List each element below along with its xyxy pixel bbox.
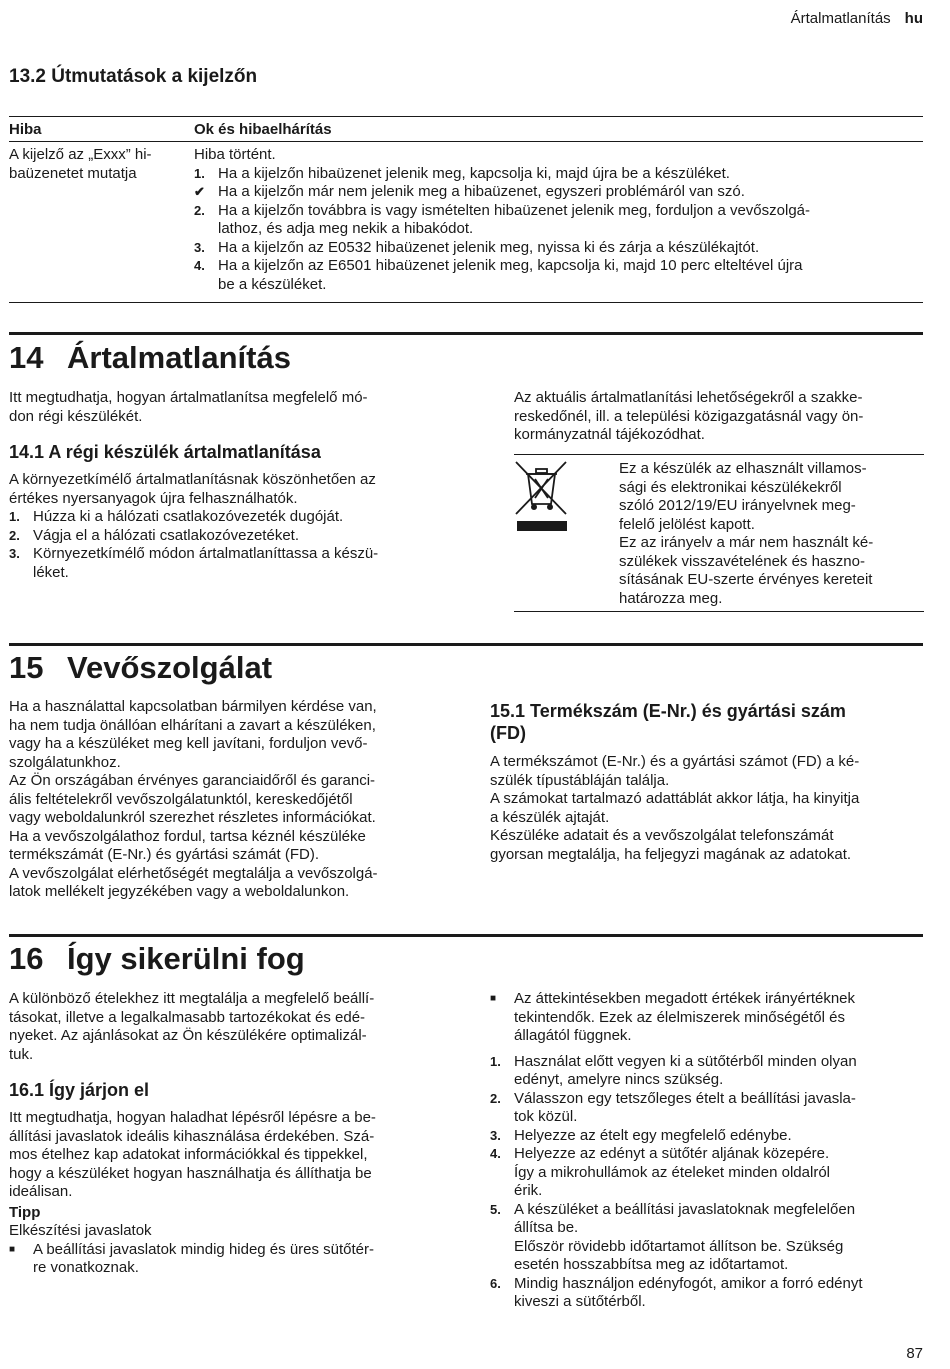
ch16-sub-intro (9, 1109, 449, 1202)
list-item-line: léket. (33, 563, 69, 581)
table-header-error: Hiba (9, 121, 42, 138)
chapter-title-text: Vevőszolgálat (67, 650, 273, 685)
text-line: nyeket. Az ajánlásokat az Ön készülékére optimalizál- (9, 1027, 367, 1044)
text-line: termékszámát (E-Nr.) és gyártási számát (FD). (9, 846, 320, 863)
list-item-line: edényt, amelyre nincs szükség. (514, 1071, 724, 1088)
sub-title-line: (FD) (490, 723, 526, 743)
crossed-out-wheelie-bin-icon (514, 458, 569, 538)
list-item (490, 990, 930, 1046)
list-item-line: tok közül. (514, 1108, 578, 1125)
list-marker: 1. (194, 165, 205, 181)
ch14-sub-intro (9, 471, 449, 508)
list-item-line: re vonatkoznak. (33, 1259, 139, 1276)
chapter-16-title (9, 941, 305, 977)
list-item (9, 527, 449, 546)
list-marker: 4. (490, 1146, 501, 1161)
sub-15-1-title (490, 700, 930, 744)
text-line: állítási javaslatok ideális kihasználása érdekében. Szá- (9, 1127, 375, 1145)
list-item-line: Az áttekintésekben megadott értékek irányértéknek (514, 990, 856, 1007)
ch16-intro (9, 990, 449, 1064)
list-item-line: Ha a kijelzőn az E6501 hibaüzenet jelenik meg, kapcsolja ki, majd 10 perc elteltével újra (218, 257, 803, 274)
page-number: 87 (906, 1344, 923, 1362)
list-item (9, 1241, 449, 1278)
chapter-title-text: Ártalmatlanítás (67, 340, 291, 375)
list-item-line: esetén hosszabbítsa meg az időtartamot. (514, 1256, 789, 1273)
list-marker: 2. (194, 202, 205, 218)
error-line: baüzenetet mutatja (9, 164, 137, 182)
list-item-line: Ha a kijelzőn az E0532 hibaüzenet jelenik meg, nyissa ki és zárja a készülékajtót. (218, 238, 760, 256)
chapter-number: 16 (9, 941, 44, 976)
ch15-right-column (490, 700, 930, 864)
list-item (490, 1201, 930, 1275)
chapter-number: 14 (9, 340, 44, 375)
text-line: A számokat tartalmazó adattáblát akkor látja, ha kinyitja (490, 790, 860, 807)
list-marker: ✔ (194, 184, 205, 199)
list-marker: 3. (9, 546, 20, 561)
cause-cell (194, 146, 924, 294)
list-marker: 1. (9, 509, 20, 524)
list-marker: ■ (490, 993, 497, 1004)
list-item-line: A készüléket a beállítási javaslatoknak megfelelően (514, 1200, 856, 1218)
tip-title: Tipp (9, 1203, 41, 1221)
list-item-line: kiveszi a sütőtérből. (514, 1293, 646, 1310)
list-item-line: Használat előtt vegyen ki a sütőtérből minden olyan (514, 1052, 857, 1070)
list-item (194, 202, 924, 239)
text-line: kormányzatnál tájékozódhat. (514, 426, 705, 443)
text-line: sításának EU-szerte érvényes kereteit (619, 571, 873, 588)
weee-box-top-rule (514, 454, 924, 455)
list-item-line: A beállítási javaslatok mindig hideg és üres sütőtér- (33, 1240, 375, 1258)
list-marker: 3. (490, 1127, 501, 1143)
text-line: A különböző ételekhez itt megtalálja a megfelelő beállí- (9, 990, 375, 1007)
text-line: a készülék ajtaját. (490, 808, 610, 826)
text-line: Ez az irányelv a már nem használt ké- (619, 534, 874, 551)
tip-subtitle: Elkészítési javaslatok (9, 1222, 152, 1239)
list-item (490, 1145, 930, 1201)
list-item (9, 508, 449, 527)
text-line: latok mellékelt jegyzékében vagy a weboldalunkon. (9, 883, 350, 900)
text-line: tuk. (9, 1045, 34, 1063)
weee-box-bottom-rule (514, 611, 924, 612)
list-item-line: Húzza ki a hálózati csatlakozóvezeték dugóját. (33, 508, 344, 525)
error-cell (9, 146, 189, 183)
chapter-16-rule (9, 934, 923, 937)
text-line: Az aktuális ártalmatlanítási lehetőségekről a szakke- (514, 389, 863, 406)
text-line: A vevőszolgálat elérhetőségét megtalálja a vevőszolgá- (9, 864, 378, 882)
text-line: szolgálatunkhoz. (9, 753, 121, 771)
table-top-rule (9, 116, 923, 117)
ch16-right-steps (490, 1053, 930, 1312)
list-item (9, 545, 449, 582)
list-item-line: Ha a kijelzőn már nem jelenik meg a hibaüzenet, egyszeri problémáról van szó. (218, 183, 745, 200)
text-line: Ez a készülék az elhasznált villamos- (619, 460, 867, 477)
text-line: szóló 2012/19/EU irányelvnek meg- (619, 497, 856, 514)
list-item (194, 239, 924, 258)
sub-14-1-title: 14.1 A régi készülék ártalmatlanítása (9, 442, 321, 462)
list-marker: 2. (9, 527, 20, 543)
cause-steps (194, 165, 924, 295)
list-marker: 4. (194, 258, 205, 273)
list-item (194, 165, 924, 184)
list-item-line: állítsa be. (514, 1219, 579, 1236)
list-item-line: Ha a kijelzőn hibaüzenet jelenik meg, kapcsolja ki, majd újra be a készüléket. (218, 164, 730, 182)
list-item (194, 257, 924, 294)
text-line: ha nem tudja önállóan elhárítani a zavart a készüléken, (9, 716, 376, 734)
list-item-line: lathoz, és adja meg nekik a hibakódot. (218, 220, 474, 237)
ch16-right-bullets (490, 990, 930, 1046)
list-marker: ■ (9, 1243, 16, 1255)
text-line: vagy weboldalunkról szerezhet részletes információkat. (9, 809, 376, 826)
list-marker: 5. (490, 1201, 501, 1217)
text-line: gyorsan megtalálja, ha feljegyzi magának az adatokat. (490, 845, 852, 863)
ch14-intro (9, 389, 449, 426)
table-header-rule (9, 141, 923, 142)
list-item-line: Mindig használjon edényfogót, amikor a forró edényt (514, 1274, 863, 1292)
tip-bullets (9, 1241, 449, 1278)
text-line: felelő jelölést kapott. (619, 515, 755, 533)
text-line: határozza meg. (619, 589, 723, 607)
text-line: vagy ha a készüléket meg kell javítani, forduljon vevő- (9, 735, 368, 752)
text-line: Itt megtudhatja, hogyan haladhat lépésről lépésre a be- (9, 1109, 376, 1126)
list-marker: 3. (194, 239, 205, 255)
weee-text (619, 460, 924, 608)
ch14-right-intro (514, 389, 924, 445)
list-item (194, 183, 924, 202)
list-item (490, 1090, 930, 1127)
text-line: sági és elektronikai készülékekről (619, 478, 842, 496)
list-item-line: Válasszon egy tetszőleges ételt a beállítási javasla- (514, 1089, 856, 1107)
list-item-line: Így a mikrohullámok az ételeket minden oldalról (514, 1163, 830, 1181)
cause-intro: Hiba történt. (194, 146, 276, 163)
text-line: A termékszámot (E-Nr.) és a gyártási számot (FD) a ké- (490, 753, 860, 770)
ch14-steps (9, 508, 449, 582)
chapter-15-rule (9, 643, 923, 646)
text-line: Ha a használattal kapcsolatban bármilyen kérdése van, (9, 698, 377, 715)
chapter-15-title (9, 650, 272, 686)
text-line: értékes nyersanyagok újra felhasználhatók. (9, 489, 298, 507)
list-item (490, 1127, 930, 1146)
text-line: Készüléke adatait és a vevőszolgálat telefonszámát (490, 827, 834, 844)
section-13-2-title: 13.2 Útmutatások a kijelzőn (9, 66, 258, 87)
text-line: Ha a vevőszolgálathoz fordul, tartsa kéznél készüléke (9, 827, 366, 845)
text-line: mos ételhez kap adatokat információkkal és tippekkel, (9, 1146, 368, 1163)
ch15-right-text (490, 753, 930, 864)
running-header (791, 10, 923, 29)
list-item-line: Ha a kijelzőn továbbra is vagy ismételten hibaüzenet jelenik meg, forduljon a vevőszolgá- (218, 201, 810, 219)
list-item-line: érik. (514, 1182, 543, 1199)
text-line: don régi készülékét. (9, 407, 143, 425)
chapter-14-title (9, 340, 291, 376)
list-item (490, 1053, 930, 1090)
ch14-left-column (9, 389, 449, 582)
list-item-line: tekintendők. Ezek az élelmiszerek minőségétől és (514, 1008, 845, 1026)
chapter-number: 15 (9, 650, 44, 685)
header-lang: hu (904, 10, 923, 27)
error-line: A kijelző az „Exxx” hi- (9, 146, 152, 163)
list-item-line: állagától függnek. (514, 1027, 632, 1044)
sub-16-1-title: 16.1 Így járjon el (9, 1080, 150, 1100)
text-line: A környezetkímélő ártalmatlanításnak köszönhetően az (9, 471, 376, 488)
header-section: Ártalmatlanítás (790, 10, 891, 27)
ch16-left-column (9, 990, 449, 1278)
list-item-line: Környezetkímélő módon ártalmatlaníttassa a készü- (33, 545, 379, 562)
list-marker: 2. (490, 1090, 501, 1106)
text-line: hogy a készüléket hogyan használhatja és állíthatja be (9, 1164, 372, 1182)
list-item-line: Helyezze az edényt a sütőtér aljának közepére. (514, 1145, 830, 1162)
text-line: szülékek visszavételének és haszno- (619, 552, 865, 570)
text-line: Itt megtudhatja, hogyan ártalmatlanítsa megfelelő mó- (9, 389, 368, 406)
text-line: ideálisan. (9, 1183, 73, 1200)
list-item-line: be a készüléket. (218, 275, 327, 293)
text-line: reskedőnél, ill. a települési közigazgatásnál vagy ön- (514, 407, 864, 425)
ch15-left-column (9, 698, 459, 902)
chapter-title-text: Így sikerülni fog (67, 941, 305, 976)
text-line: tásokat, illetve a legalkalmasabb tartozékokat és edé- (9, 1008, 366, 1026)
ch14-right-column (514, 389, 924, 445)
table-bottom-rule (9, 302, 923, 303)
text-line: ális feltételekről vevőszolgálatunktól, kereskedőjétől (9, 790, 353, 808)
text-line: Az Ön országában érvényes garanciaidőről és garanci- (9, 772, 376, 789)
ch16-right-column (490, 990, 930, 1312)
chapter-14-rule (9, 332, 923, 335)
list-item-line: Helyezze az ételt egy megfelelő edénybe. (514, 1126, 792, 1144)
list-item (490, 1275, 930, 1312)
list-item-line: Vágja el a hálózati csatlakozóvezetéket. (33, 526, 299, 544)
sub-title-line: 15.1 Termékszám (E-Nr.) és gyártási szám (490, 701, 846, 721)
list-marker: 6. (490, 1275, 501, 1291)
text-line: szülék típustábláján találja. (490, 771, 670, 789)
table-header-cause: Ok és hibaelhárítás (194, 121, 332, 138)
list-marker: 1. (490, 1053, 501, 1069)
list-item-line: Először rövidebb időtartamot állítson be. Szükség (514, 1237, 844, 1255)
